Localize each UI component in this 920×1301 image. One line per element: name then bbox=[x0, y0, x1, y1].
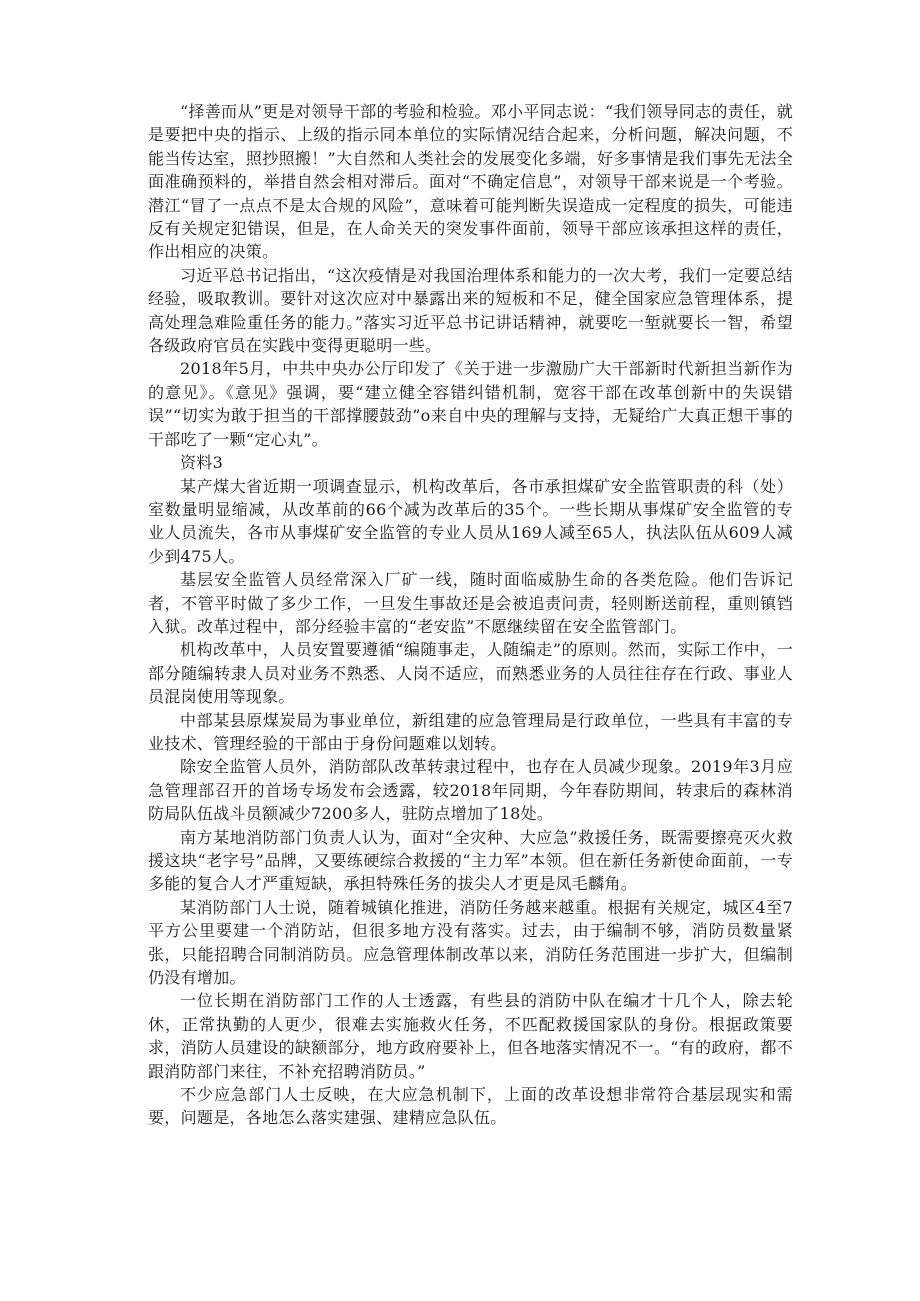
paragraph-5: 基层安全监管人员经常深入厂矿一线，随时面临威胁生命的各类危险。他们告诉记者，不管平时做了多少工作，一旦发生事故还是会被追责问责，轻则断送前程，重则镇铛入狱。改革过程中，部分经验丰富的“老安监”不愿继续留在安全监管部门。 bbox=[148, 570, 793, 636]
paragraph-6: 机构改革中，人员安置要遵循“编随事走，人随编走”的原则。然而，实际工作中，一部分随编转隶人员对业务不熟悉、人岗不适应，而熟悉业务的人员往往存在行政、事业人员混岗使用等现象。 bbox=[148, 640, 793, 707]
paragraph-12: 不少应急部门人士反映，在大应急机制下，上面的改革设想非常符合基层现实和需要，问题是，各地怎么落实建强、建精应急队伍。 bbox=[148, 1085, 793, 1128]
paragraph-10: 某消防部门人士说，随着城镇化推进，消防任务越来越重。根据有关规定，城区4至7平方公里要建一个消防站，但很多地方没有落实。过去，由于编制不够，消防员数量紧张，只能招聘合同制消防员。应急管理体制改革以来，消防任务范围进一步扩大，但编制仍没有增加。 bbox=[148, 897, 793, 988]
paragraph-1: “择善而从”更是对领导干部的考验和检验。邓小平同志说：“我们领导同志的责任，就是要把中央的指示、上级的指示同本单位的实际情况结合起来，分析问题，解决问题，不能当传达室，照抄照搬！”大自然和人类社会的发展变化多端，好多事情是我们事先无法全面准确预料的，举措自然会相对滞后。面对“不确定信息”，对领导干部来说是一个考验。潜江“冒了一点点不是太合规的风险”，意味着可能判断失误造成一定程度的损失，可能违反有关规定犯错误，但是，在人命关天的突发事件面前，领导干部应该承担这样的责任，作出相应的决策。 bbox=[148, 102, 793, 262]
paragraph-3: 2018年5月，中共中央办公厅印发了《关于进一步激励广大干部新时代新担当新作为的意见》。《意见》强调，要“建立健全容错纠错机制，宽容干部在改革创新中的失误错误”“切实为敢于担当的干部撑腰鼓劲”o来自中央的理解与支持，无疑给广大真正想干事的干部吃了一颗“定心丸”。 bbox=[148, 359, 793, 449]
section-heading-material-3: 资料3 bbox=[180, 453, 224, 473]
document-body bbox=[148, 100, 793, 1130]
paragraph-2: 习近平总书记指出，“这次疫情是对我国治理体系和能力的一次大考，我们一定要总结经验，吸取教训。要针对这次应对中暴露出来的短板和不足，健全国家应急管理体系，提高处理急难险重任务的能力。”落实习近平总书记讲话精神，就要吃一堑就要长一智，希望各级政府官员在实践中变得更聪明一些。 bbox=[148, 265, 793, 356]
paragraph-9: 南方某地消防部门负责人认为，面对“全灾种、大应急”救援任务，既需要擦亮灭火救援这块“老字号”品牌，又要练硬综合救援的“主力军”本领。但在新任务新使命面前，一专多能的复合人才严重短缺，承担特殊任务的拔尖人才更是凤毛麟角。 bbox=[148, 827, 793, 894]
paragraph-7: 中部某县原煤炭局为事业单位，新组建的应急管理局是行政单位，一些具有丰富的专业技术、管理经验的干部由于身份问题难以划转。 bbox=[148, 710, 793, 753]
paragraph-4: 某产煤大省近期一项调查显示，机构改革后，各市承担煤矿安全监管职责的科（处）室数量明显缩减，从改革前的66个减为改革后的35个。一些长期从事煤矿安全监管的专业人员流失，各市从事煤矿安全监管的专业人员从169人减至65人，执法队伍从609人减少到475人。 bbox=[148, 476, 793, 566]
paragraph-8: 除安全监管人员外，消防部队改革转隶过程中，也存在人员减少现象。2019年3月应急管理部召开的首场专场发布会透露，较2018年同期，今年春防期间，转隶后的森林消防局队伍战斗员额减少7200多人，驻防点增加了18处。 bbox=[148, 757, 793, 824]
paragraph-11: 一位长期在消防部门工作的人士透露，有些县的消防中队在编才十几个人，除去轮休，正常执勤的人更少，很难去实施救火任务，不匹配救援国家队的身份。根据政策要求，消防人员建设的缺额部分，地方政府要补上，但各地落实情况不一。“有的政府，都不跟消防部门来往，不补充招聘消防员。” bbox=[148, 991, 793, 1081]
